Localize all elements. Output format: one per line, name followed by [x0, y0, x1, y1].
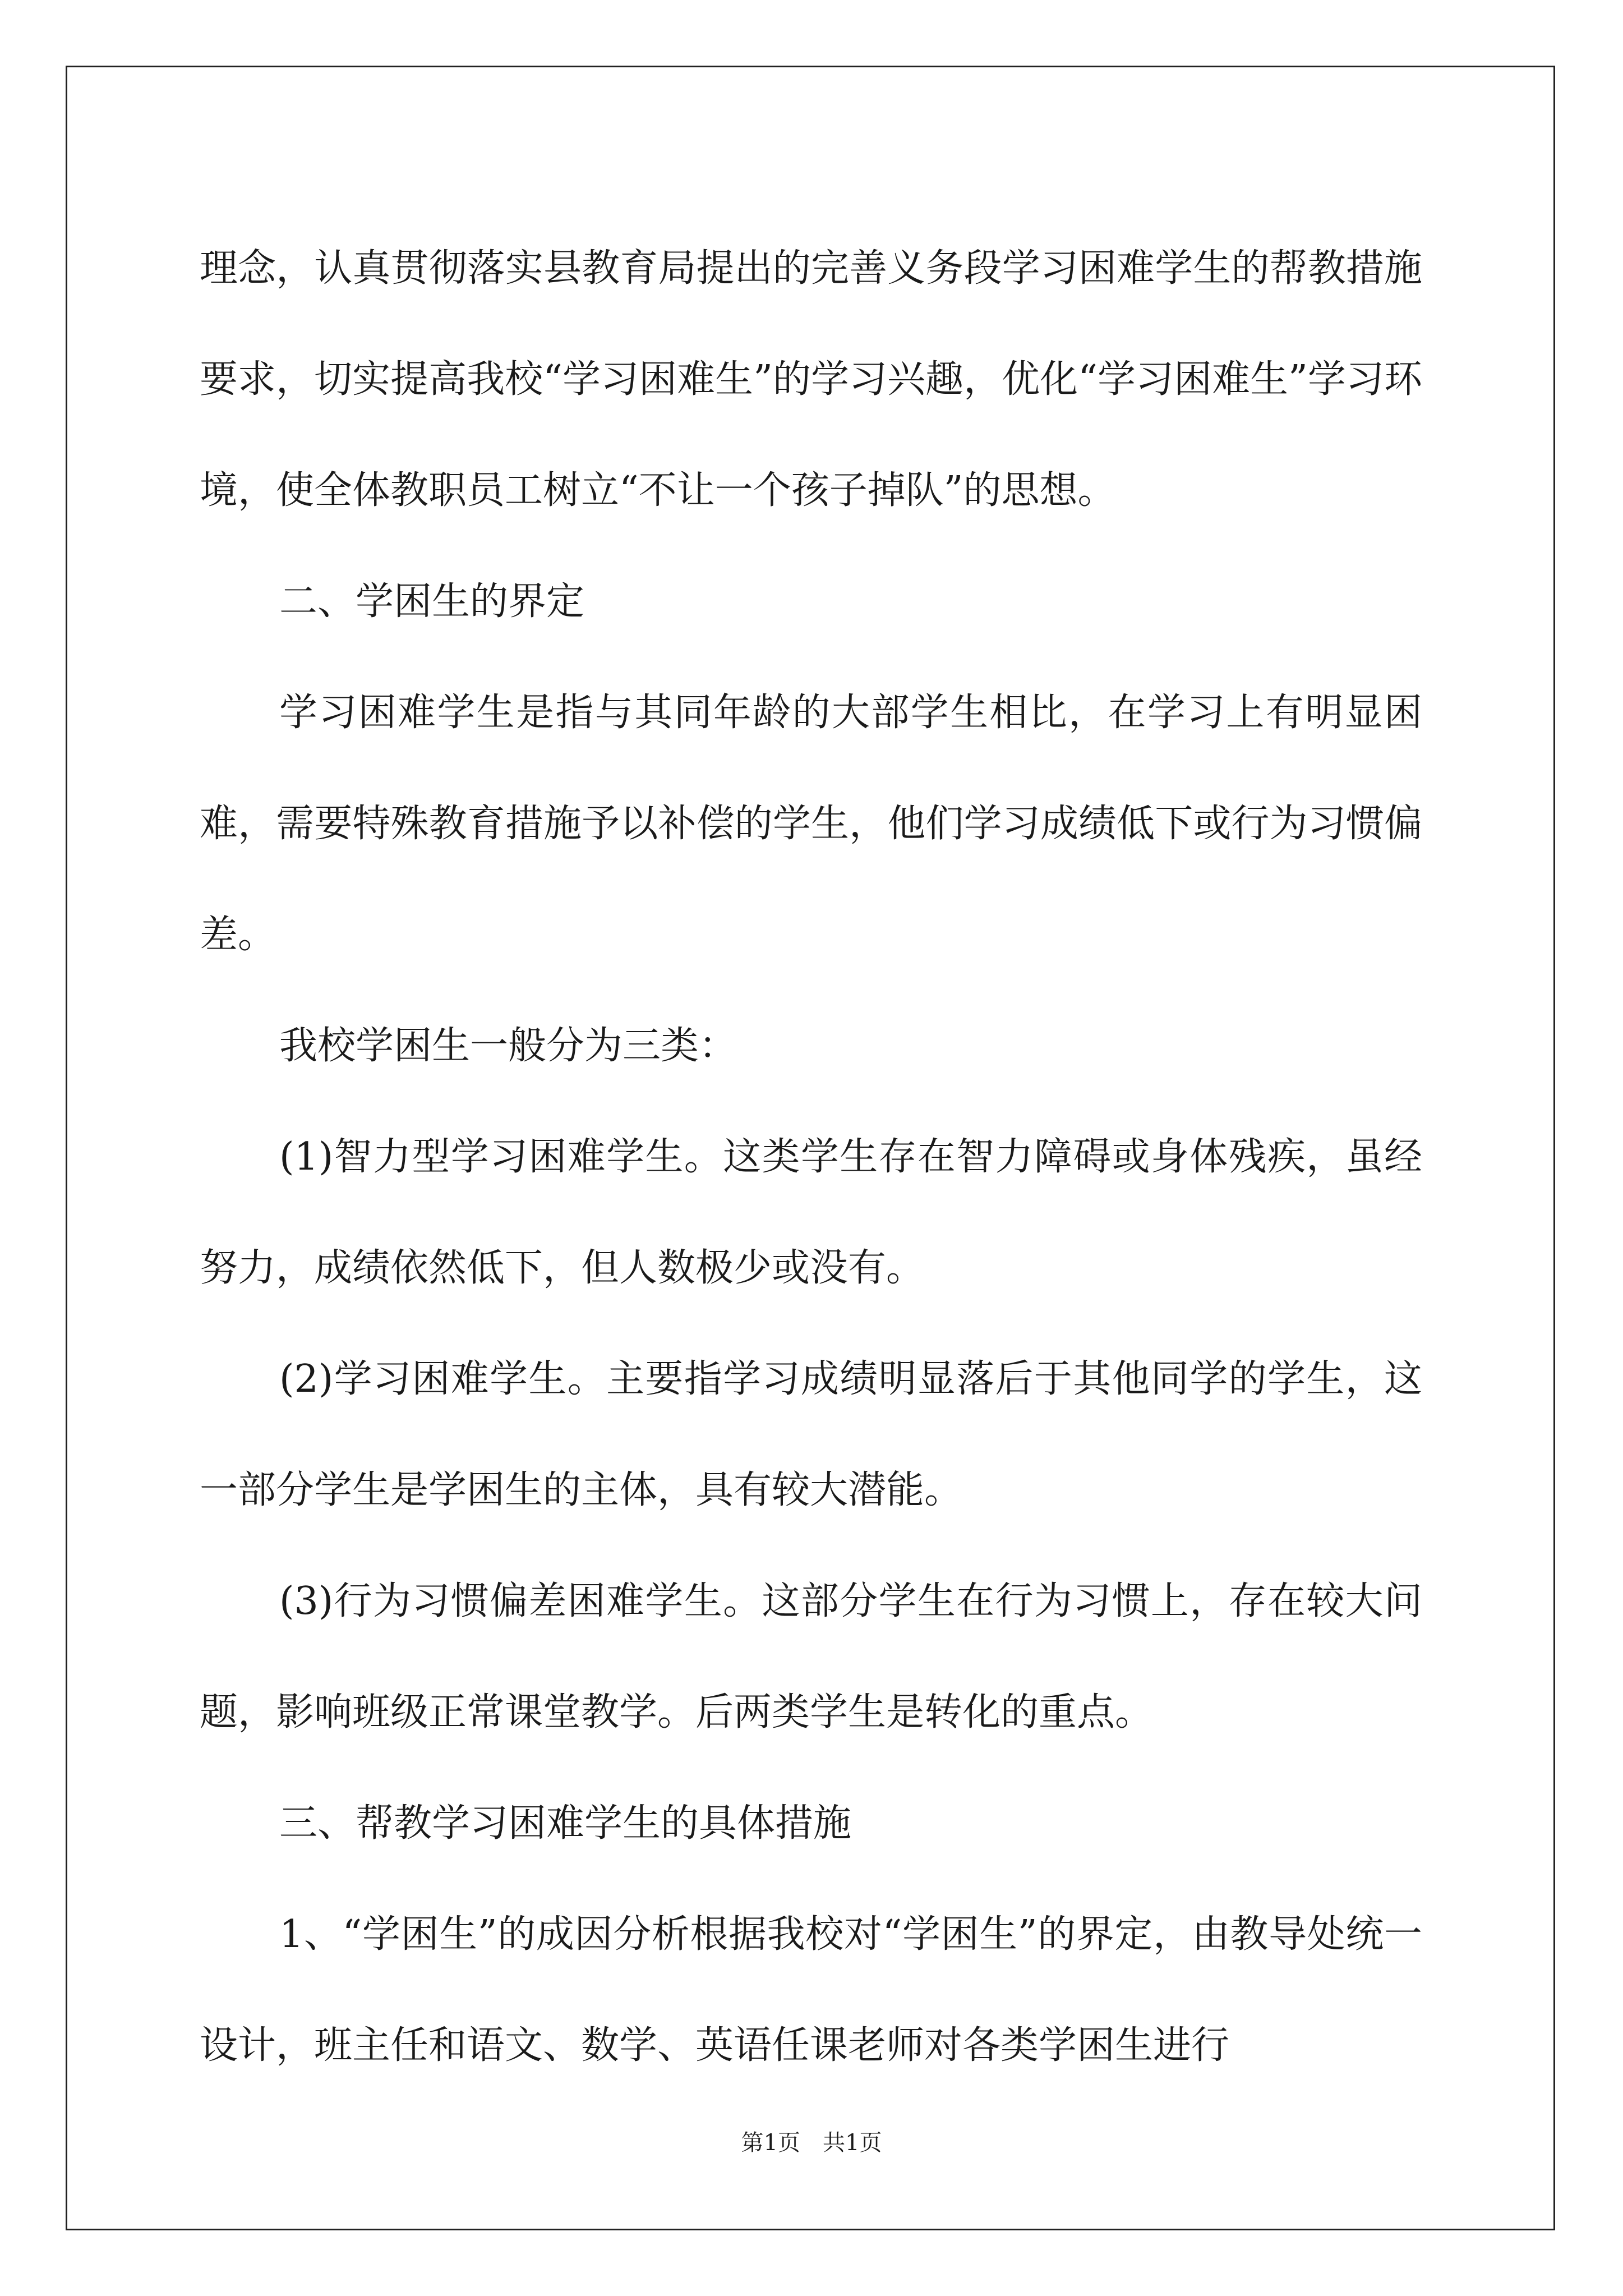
heading-section-2: 二、学困生的界定	[279, 579, 585, 624]
paragraph-definition: 学习困难学生是指与其同年龄的大部学生相比，在学习上有明显困难，需要特殊教育措施予以补偿的学生，他们学习成绩低下或行为习惯偏差。	[200, 691, 1422, 957]
paragraph-intro: 理念，认真贯彻落实县教育局提出的完善义务段学习困难学生的帮教措施要求，切实提高我校“学习困难生”的学习兴趣，优化“学习困难生”学习环境，使全体教职员工树立“不让一个孩子掉队”的思想。	[200, 246, 1422, 513]
heading-section-3: 三、帮教学习困难学生的具体措施	[279, 1801, 852, 1846]
page-footer: 第1页 共1页	[741, 2130, 882, 2156]
paragraph-category-1: (1)智力型学习困难学生。这类学生存在智力障碍或身体残疾，虽经努力，成绩依然低下，但人数极少或没有。	[200, 1135, 1422, 1290]
paragraph-category-3: (3)行为习惯偏差困难学生。这部分学生在行为习惯上，存在较大问题，影响班级正常课堂教学。后两类学生是转化的重点。	[200, 1579, 1422, 1734]
paragraph-category-2: (2)学习困难学生。主要指学习成绩明显落后于其他同学的学生，这一部分学生是学困生的主体，具有较大潜能。	[200, 1357, 1422, 1512]
paragraph-categories-intro: 我校学困生一般分为三类：	[279, 1024, 737, 1068]
paragraph-measure-1: 1、“学困生”的成因分析根据我校对“学困生”的界定，由教导处统一设计，班主任和语文、数学、英语任课老师对各类学困生进行	[200, 1912, 1422, 2068]
document-body	[200, 213, 1422, 2101]
